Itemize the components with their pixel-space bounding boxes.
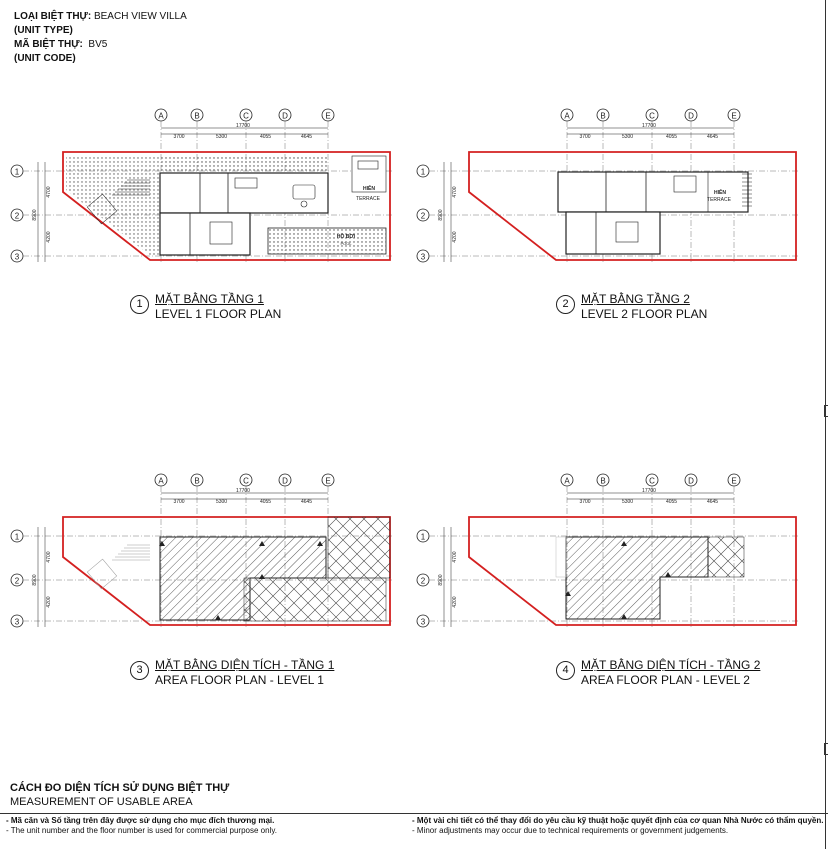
grid-row-label: 1 [14, 167, 20, 177]
grid-col-label: B [194, 111, 200, 121]
dim-vertical: 4200 [46, 596, 52, 608]
terrace-label: HIÊN [363, 186, 375, 192]
plan-number-badge: 3 [130, 661, 149, 680]
grid-row-label: 2 [420, 211, 426, 221]
unit-code-line: MÃ BIỆT THỰ: BV5 [14, 39, 108, 50]
grid-col-label: B [600, 111, 606, 121]
grid-col-label: E [325, 111, 331, 121]
entry-stair [87, 559, 116, 589]
usable-area-hatch [566, 537, 708, 619]
dim-vertical: 8900 [32, 574, 38, 586]
dim-vertical: 4200 [452, 231, 458, 243]
grid-row-label: 3 [420, 617, 426, 627]
grid-col-label: E [731, 111, 737, 121]
dim-vertical: 4700 [452, 551, 458, 563]
grid-row-label: 3 [420, 252, 426, 262]
grid-col-label: B [194, 476, 200, 486]
footer-divider [0, 813, 828, 814]
dim-total: 17700 [236, 488, 250, 494]
dim-segment: 4055 [665, 499, 678, 505]
terrace-label: HIÊN [714, 190, 726, 196]
ground-floor-bedroom-block [160, 213, 250, 255]
terrace-area-crosshatch [708, 537, 744, 577]
plan-title: MẶT BẰNG TẦNG 1 [155, 292, 264, 306]
dim-vertical: 4200 [46, 231, 52, 243]
grid-col-label: E [325, 476, 331, 486]
dim-segment: 4645 [706, 499, 719, 505]
plan-subtitle: AREA FLOOR PLAN - LEVEL 1 [155, 673, 324, 687]
dim-segment: 5300 [621, 134, 634, 140]
dim-vertical: 8900 [32, 209, 38, 221]
dim-segment: 3700 [173, 134, 185, 140]
plan-number-badge: 4 [556, 661, 575, 680]
measurement-title: CÁCH ĐO DIỆN TÍCH SỬ DỤNG BIỆT THỰ [10, 782, 230, 794]
plan-title: MẶT BẰNG DIỆN TÍCH - TẦNG 1 [155, 658, 335, 672]
grid-col-label: D [282, 111, 288, 121]
grid-row-label: 1 [420, 532, 426, 542]
plan-number-badge: 1 [130, 295, 149, 314]
grid-col-label: D [688, 476, 694, 486]
floor-plan-4 [417, 474, 798, 627]
measurement-note [10, 781, 229, 809]
pool [268, 228, 386, 254]
plan-subtitle: LEVEL 1 FLOOR PLAN [155, 307, 282, 321]
grid-col-label: A [564, 476, 570, 486]
measurement-subtitle: MEASUREMENT OF USABLE AREA [10, 796, 193, 808]
dim-segment: 4055 [259, 134, 272, 140]
plan-title: MẶT BẰNG DIỆN TÍCH - TẦNG 2 [581, 658, 761, 672]
grid-col-label: A [564, 111, 570, 121]
grid-col-label: C [243, 111, 249, 121]
grid-row-label: 1 [14, 532, 20, 542]
plan-subtitle: AREA FLOOR PLAN - LEVEL 2 [581, 673, 750, 687]
footer-note-right: - Một vài chi tiết có thể thay đổi do yêu cầu kỹ thuật hoặc quyết định của cơ quan Nhà Nước có thẩm quyền. - Minor adjustments may occur due to technical requirements or government judgements. [412, 816, 824, 835]
dim-segment: 3700 [579, 134, 591, 140]
unit-type-en: (UNIT TYPE) [14, 25, 73, 36]
dim-total: 17700 [236, 123, 250, 129]
terrace-label-en: TERRACE [707, 197, 731, 203]
dim-segment: 4055 [665, 134, 678, 140]
floor-plan-1 [11, 109, 392, 262]
dim-segment: 4645 [706, 134, 719, 140]
plan-number-badge: 2 [556, 295, 575, 314]
terrace-area-crosshatch [328, 517, 390, 578]
grid-col-label: C [649, 476, 655, 486]
unit-type-line: LOẠI BIỆT THỰ: BEACH VIEW VILLA [14, 11, 187, 22]
dim-total: 17700 [642, 488, 656, 494]
dim-segment: 3700 [579, 499, 591, 505]
dim-segment: 4645 [300, 134, 313, 140]
grid-col-label: A [158, 476, 164, 486]
dim-segment: 5300 [215, 499, 228, 505]
grid-col-label: C [243, 476, 249, 486]
dim-segment: 4055 [259, 499, 272, 505]
grid-col-label: B [600, 476, 606, 486]
grid-col-label: A [158, 111, 164, 121]
dim-segment: 5300 [621, 499, 634, 505]
grid-row-label: 3 [14, 252, 20, 262]
dim-vertical: 4700 [46, 551, 52, 563]
grid-col-label: D [688, 111, 694, 121]
upper-floor-bedroom-block [566, 212, 660, 254]
footer-note-left: - Mã căn và Số tầng trên đây được sử dụng cho mục đích thương mại. - The unit number and the floor number is used for commercial purpose only. [6, 816, 277, 835]
pool-label: HỒ BƠI [336, 234, 356, 240]
grid-row-label: 1 [420, 167, 426, 177]
grid-row-label: 2 [420, 576, 426, 586]
grid-row-label: 2 [14, 211, 20, 221]
pool-label-en: POOL [340, 241, 352, 246]
dim-vertical: 4700 [46, 186, 52, 198]
void-outline [556, 537, 566, 577]
plan-title: MẶT BẰNG TẦNG 2 [581, 292, 690, 306]
dim-segment: 4645 [300, 499, 313, 505]
grid-col-label: E [731, 476, 737, 486]
grid-row-label: 3 [14, 617, 20, 627]
grid-col-label: C [649, 111, 655, 121]
garden-paving [160, 155, 328, 173]
dim-segment: 3700 [173, 499, 185, 505]
terrace-label-en: TERRACE [356, 196, 380, 202]
unit-code-en: (UNIT CODE) [14, 53, 76, 64]
dim-total: 17700 [642, 123, 656, 129]
dim-segment: 5300 [215, 134, 228, 140]
floor-plan-3 [11, 474, 392, 627]
grid-row-label: 2 [14, 576, 20, 586]
plan-subtitle: LEVEL 2 FLOOR PLAN [581, 307, 708, 321]
dim-vertical: 8900 [438, 209, 444, 221]
grid-col-label: D [282, 476, 288, 486]
outdoor-area-crosshatch [244, 578, 386, 621]
dim-vertical: 4700 [452, 186, 458, 198]
floor-plan-2 [417, 109, 798, 262]
dim-vertical: 4200 [452, 596, 458, 608]
dim-vertical: 8900 [438, 574, 444, 586]
